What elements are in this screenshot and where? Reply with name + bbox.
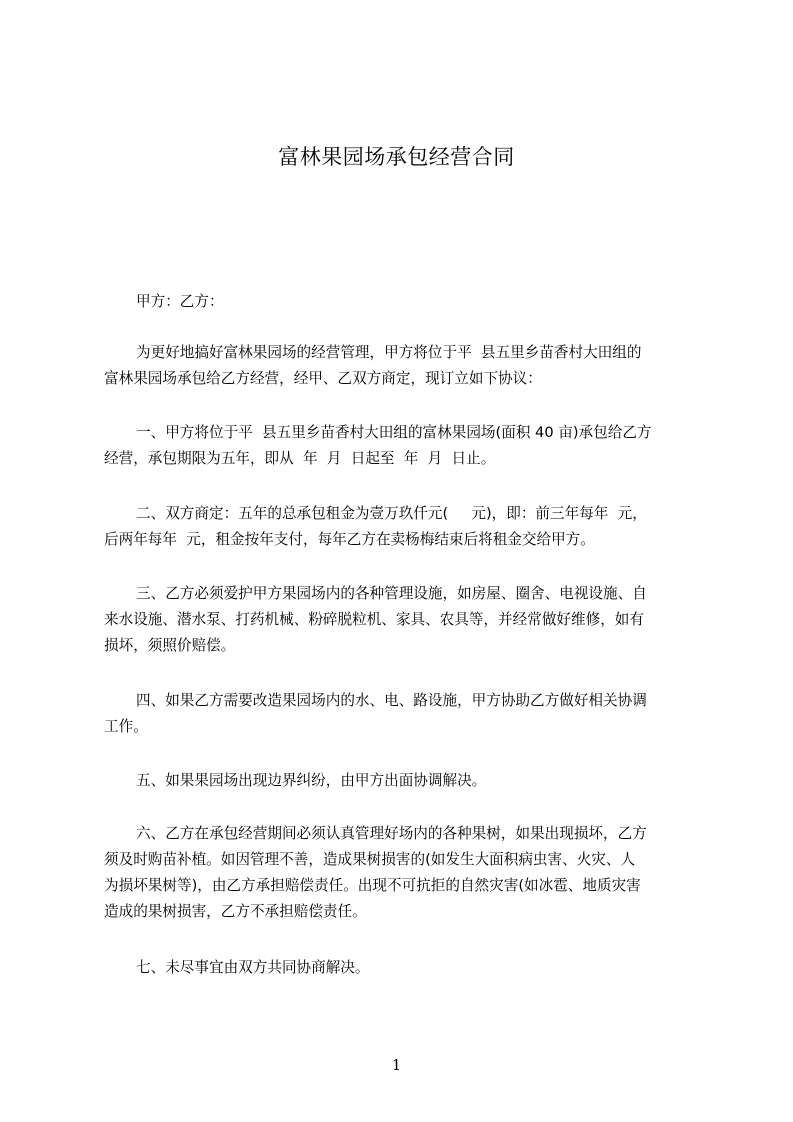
clause-2-line: 二、双方商定：五年的总承包租金为壹万玖仟元( 元)，即：前三年每年 元， [136,505,647,522]
clause-3-line: 损坏，须照价赔偿。 [104,637,236,654]
clause-7-line: 七、未尽事宜由双方共同协商解决。 [136,959,370,976]
clause-1-paragraph [104,420,704,472]
clause-3-paragraph [104,581,704,659]
parties-line [104,289,704,315]
parties-text: 甲方：乙方： [136,293,224,310]
preamble-paragraph [104,340,704,392]
clause-1-line: 经营，承包期限为五年，即从 年 月 日起至 年 月 日止。 [104,450,496,467]
clause-7-paragraph [104,955,704,981]
clause-3-line: 来水设施、潜水泵、打药机械、粉碎脱粒机、家具、农具等，并经常做好维修，如有 [104,611,644,628]
clause-5-paragraph [104,768,704,794]
clause-6-line: 为损坏果树等)，由乙方承担赔偿责任。出现不可抗拒的自然灾害(如冰雹、地质灾害 [104,877,641,894]
clause-2-paragraph [104,501,704,553]
clause-4-paragraph [104,688,704,740]
clause-6-line: 造成的果树损害，乙方不承担赔偿责任。 [104,903,367,920]
clause-4-line: 四、如果乙方需要改造果园场内的水、电、路设施，甲方协助乙方做好相关协调 [136,692,647,709]
clause-6-line: 须及时购苗补植。如因管理不善，造成果树损害的(如发生大面积病虫害、火灾、人 [104,851,636,868]
preamble-line: 为更好地搞好富林果园场的经营管理，甲方将位于平 县五里乡苗香村大田组的 [136,344,642,361]
clause-3-line: 三、乙方必须爱护甲方果园场内的各种管理设施，如房屋、圈舍、电视设施、自 [136,585,647,602]
page-number: 1 [391,1056,402,1074]
clause-1-line: 一、甲方将位于平 县五里乡苗香村大田组的富林果园场(面积 40 亩)承包给乙方 [136,424,652,441]
preamble-line: 富林果园场承包给乙方经营，经甲、乙双方商定，现订立如下协议： [104,370,542,387]
clause-2-line: 后两年每年 元，租金按年支付，每年乙方在卖杨梅结束后将租金交给甲方。 [104,531,595,548]
document-title: 富林果园场承包经营合同 [278,145,515,169]
clause-6-line: 六、乙方在承包经营期间必须认真管理好场内的各种果树，如果出现损坏，乙方 [136,825,647,842]
clause-6-paragraph [104,821,704,925]
clause-4-line: 工作。 [104,718,148,735]
clause-5-line: 五、如果果园场出现边界纠纷，由甲方出面协调解决。 [136,772,487,789]
